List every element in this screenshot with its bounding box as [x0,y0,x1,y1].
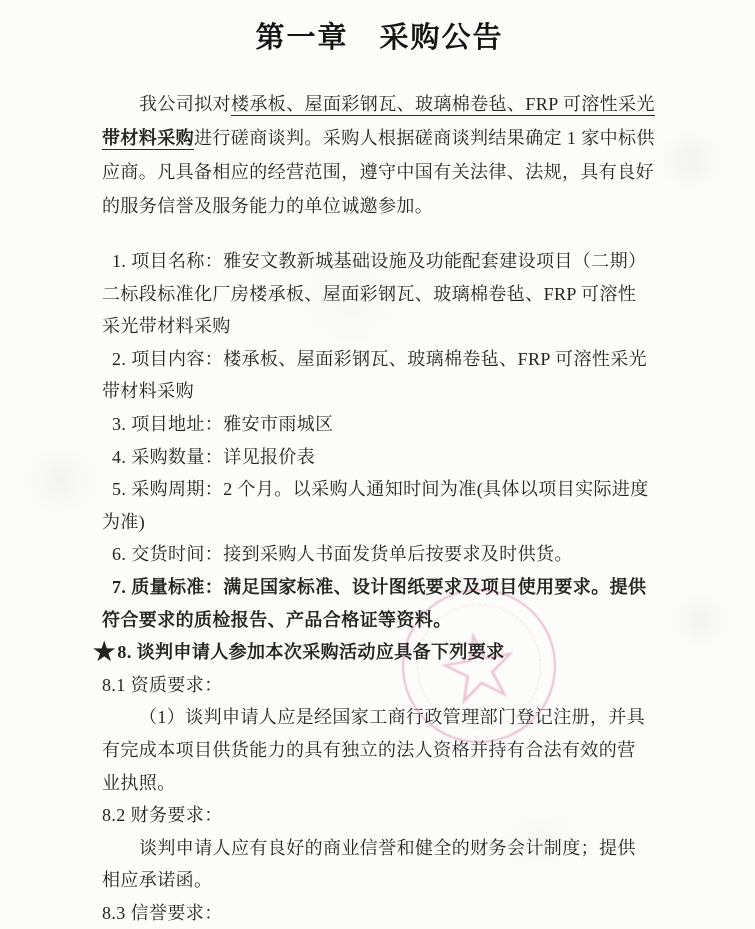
list-item-5: 5. 采购周期：2 个月。以采购人通知时间为准(具体以项目实际进度 [112,479,649,500]
list-item-4: 4. 采购数量：详见报价表 [112,446,316,467]
intro-paragraph [102,87,657,223]
section-8-2-para-line: 谈判申请人应有良好的商业信誉和健全的财务会计制度；提供 [139,837,636,858]
page-title: 第一章 采购公告 [255,22,504,54]
list-item-7-cont: 符合要求的质检报告、产品合格证等资料。 [102,609,452,630]
intro-line-3: 应商。凡具备相应的经营范围，遵守中国有关法律、法规，具有良好 [102,162,654,182]
subject-underlined-part1: 楼承板、屋面彩钢瓦、玻璃棉卷毡、FRP 可溶性采光 [231,94,655,114]
list-item-1-cont: 二标段标准化厂房楼承板、屋面彩钢瓦、玻璃棉卷毡、FRP 可溶性 [102,283,637,304]
intro-line-2-rest: 进行磋商谈判。采购人根据磋商谈判结果确定 1 家中标供 [194,128,655,148]
list-item-2: 2. 项目内容：楼承板、屋面彩钢瓦、玻璃棉卷毡、FRP 可溶性采光 [112,348,648,369]
star-icon: ★ [93,639,116,667]
list-item-5-cont: 为准) [102,511,146,532]
item-8-heading [93,636,657,669]
list-item-3: 3. 项目地址：雅安市雨城区 [112,413,334,434]
list-item-6: 6. 交货时间：接到采购人书面发货单后按要求及时供货。 [112,544,573,565]
item-8-heading-text: 8. 谈判申请人参加本次采购活动应具备下列要求 [117,642,505,663]
section-8-3-label: 8.3 信誉要求： [102,902,223,923]
section-8-1-para-line: 有完成本项目供货能力的具有独立的法人资格并持有合法有效的营 [102,739,636,760]
intro-line-1 [102,87,657,121]
section-8-1-para-line: （1）谈判申请人应是经国家工商行政管理部门登记注册，并具 [139,707,646,728]
list-item-7: 7. 质量标准：满足国家标准、设计图纸要求及项目使用要求。提供 [112,576,647,597]
list-item-1: 1. 项目名称：雅安文教新城基础设施及功能配套建设项目（二期） [112,251,647,271]
intro-line-4: 的服务信誉及服务能力的单位诚邀参加。 [102,196,434,216]
list-item-2-cont: 带材料采购 [102,381,194,402]
section-8-2-para-line: 相应承诺函。 [102,870,213,891]
section-8-2-label: 8.2 财务要求： [102,805,223,826]
intro-line-2 [102,121,657,155]
seal-star-icon: ☆ [427,608,531,729]
section-8-1-label: 8.1 资质要求： [102,674,223,695]
section-8-1-para-line: 业执照。 [102,772,176,793]
announcement-list [93,245,657,929]
subject-underlined-part2: 带材料采购 [102,128,194,148]
intro-lead-text: 我公司拟对 [139,94,231,114]
list-item-1-cont: 采光带材料采购 [102,316,231,337]
